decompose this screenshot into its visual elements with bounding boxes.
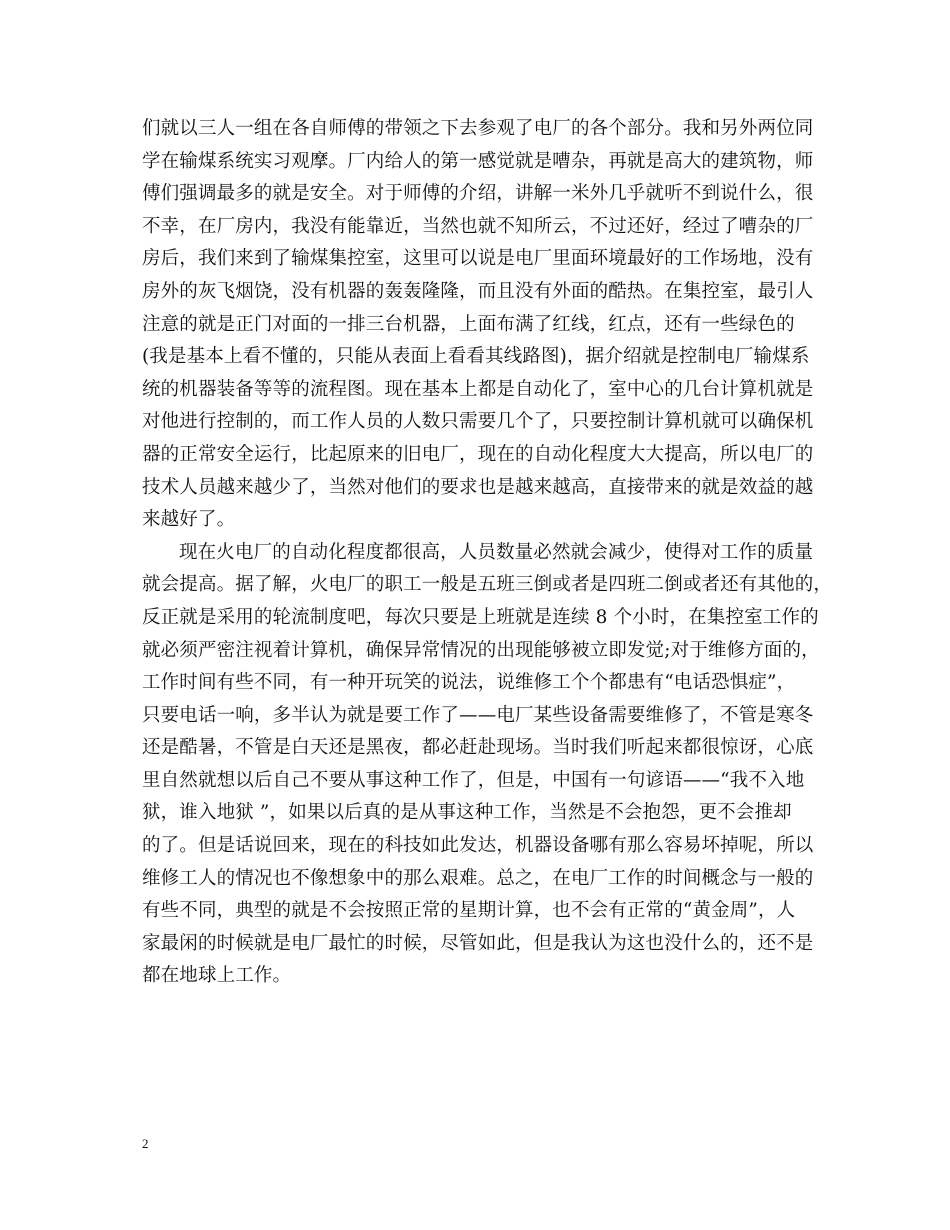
text-line: 傅们强调最多的就是安全。对于师傅的介绍，讲解一米外几乎就听不到说什么，很	[142, 183, 814, 205]
text-line: 来越好了。	[142, 509, 236, 531]
text-line: 都在地球上工作。	[142, 965, 292, 987]
text-line: 狱，谁入地狱 ”，如果以后真的是从事这种工作，当然是不会抱怨，更不会推却	[142, 802, 792, 824]
text-line: 反正就是采用的轮流制度吧，每次只要是上班就是连续 8 个小时，在集控室工作的	[142, 606, 819, 628]
text-line: 有些不同，典型的就是不会按照正常的星期计算，也不会有正常的“黄金周”，人	[142, 900, 796, 922]
text-line: 房外的灰飞烟饶，没有机器的轰轰隆隆，而且没有外面的酷热。在集控室，最引人	[142, 280, 814, 302]
text-line: 还是酷暑，不管是白天还是黑夜，都必赶赴现场。当时我们听起来都很惊讶，心底	[142, 737, 814, 759]
text-line: 统的机器装备等等的流程图。现在基本上都是自动化了，室中心的几台计算机就是	[142, 378, 814, 400]
text-line: 就会提高。据了解，火电厂的职工一般是五班三倒或者是四班二倒或者还有其他的，	[142, 574, 833, 596]
text-line: 器的正常安全运行，比起原来的旧电厂，现在的自动化程度大大提高，所以电厂的	[142, 443, 814, 465]
text-line: 们就以三人一组在各自师傅的带领之下去参观了电厂的各个部分。我和另外两位同	[142, 118, 814, 139]
text-line: 技术人员越来越少了，当然对他们的要求也是越来越高，直接带来的就是效益的越	[142, 476, 814, 498]
text-line: 里自然就想以后自己不要从事这种工作了，但是，中国有一句谚语——“我不入地	[142, 769, 805, 791]
text-line: 只要电话一响，多半认为就是要工作了——电厂某些设备需要维修了，不管是寒冬	[142, 704, 814, 726]
text-line: 注意的就是正门对面的一排三台机器，上面布满了红线，红点，还有一些绿色的	[142, 313, 795, 335]
text-line: 现在火电厂的自动化程度都很高，人员数量必然就会减少，使得对工作的质量	[179, 541, 814, 563]
text-line: 不幸，在厂房内，我没有能靠近，当然也就不知所云，不过还好，经过了嘈杂的厂	[142, 215, 814, 237]
text-line: 就必须严密注视着计算机，确保异常情况的出现能够被立即发觉;对于维修方面的，	[142, 639, 820, 661]
text-line: 维修工人的情况也不像想象中的那么艰难。总之，在电厂工作的时间概念与一般的	[142, 867, 814, 889]
text-line: 家最闲的时候就是电厂最忙的时候，尽管如此，但是我认为这也没什么的，还不是	[142, 932, 814, 954]
text-line: 房后，我们来到了输煤集控室，这里可以说是电厂里面环境最好的工作场地，没有	[142, 248, 814, 270]
page-number: 2	[142, 1136, 149, 1151]
text-line: 的了。但是话说回来，现在的科技如此发达，机器设备哪有那么容易坏掉呢，所以	[142, 835, 814, 857]
paragraph-1	[142, 113, 822, 537]
text-line: 学在输煤系统实习观摩。厂内给人的第一感觉就是嘈杂，再就是高大的建筑物，师	[142, 150, 814, 172]
text-line: (我是基本上看不懂的，只能从表面上看看其线路图)，据介绍就是控制电厂输煤系	[142, 346, 810, 368]
text-line: 对他进行控制的，而工作人员的人数只需要几个了，只要控制计算机就可以确保机	[142, 411, 814, 433]
paragraph-2	[142, 537, 833, 993]
text-line: 工作时间有些不同，有一种开玩笑的说法，说维修工个个都患有“电话恐惧症”，	[142, 672, 796, 694]
body-text	[142, 113, 833, 993]
